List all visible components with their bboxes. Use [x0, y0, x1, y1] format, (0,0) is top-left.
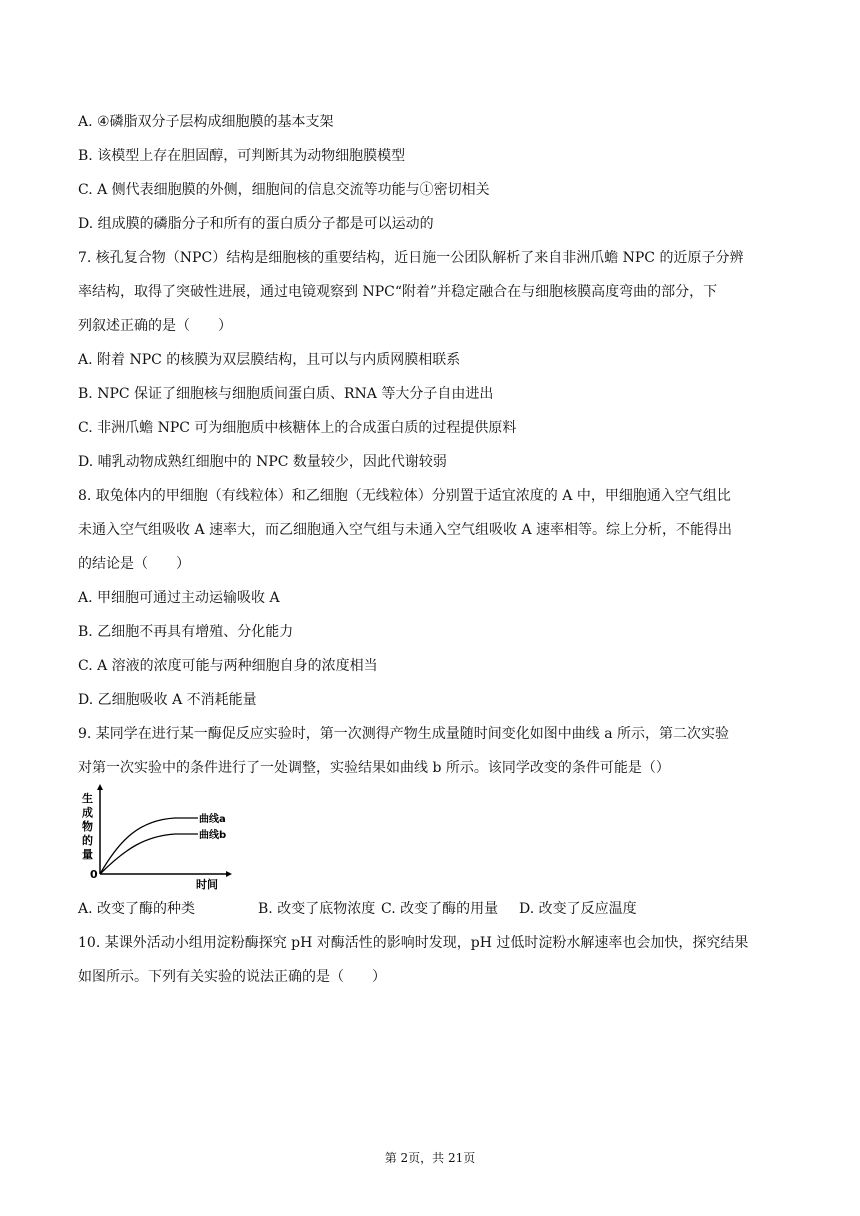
q9-option-a: A. 改变了酶的种类: [78, 901, 196, 917]
q7-option-a: A. 附着 NPC 的核膜为双层膜结构，且可以与内质网膜相联系: [78, 352, 461, 368]
q6-option-a: A. ④磷脂双分子层构成细胞膜的基本支架: [78, 114, 334, 130]
q8-stem-line-1: 8. 取兔体内的甲细胞（有线粒体）和乙细胞（无线粒体）分别置于适宜浓度的 A 中，甲细胞通入空气组比: [78, 488, 731, 504]
graph-x-arrow: [226, 871, 232, 877]
curve-b: [100, 834, 198, 874]
q9-stem-line-2: 对第一次实验中的条件进行了一处调整，实验结果如曲线 b 所示。该同学改变的条件可能是（）: [78, 760, 670, 776]
graph-ylabel-char: 量: [82, 848, 93, 861]
graph-ylabel-char: 的: [82, 834, 93, 847]
graph-xlabel: 时间: [196, 878, 218, 891]
graph-ylabel-char: 生: [82, 792, 93, 805]
q6-option-b: B. 该模型上存在胆固醇，可判断其为动物细胞膜模型: [78, 148, 406, 164]
curve-b-label: 曲线b: [199, 830, 227, 841]
q9-options: [78, 899, 637, 919]
page-footer: 第 2页，共 21页: [384, 1151, 476, 1165]
graph-ylabel-char: 成: [82, 806, 93, 819]
q7-stem-line-1: 7. 核孔复合物（NPC）结构是细胞核的重要结构，近日施一公团队解析了来自非洲爪蟾 NPC 的近原子分辨: [78, 250, 744, 266]
q8-stem-line-3: 的结论是（ ）: [78, 556, 190, 572]
q9-option-c: C. 改变了酶的用量: [381, 901, 499, 917]
q7-stem-line-3: 列叙述正确的是（ ）: [78, 318, 232, 334]
graph-y-arrow: [97, 784, 103, 790]
q7-option-d: D. 哺乳动物成熟红细胞中的 NPC 数量较少，因此代谢较弱: [78, 454, 447, 470]
curve-a: [100, 818, 198, 874]
q8-stem-line-2: 未通入空气组吸收 A 速率大，而乙细胞通入空气组与未通入空气组吸收 A 速率相等。综上分析，不能得出: [78, 522, 733, 538]
q10-stem-line-2: 如图所示。下列有关实验的说法正确的是（ ）: [78, 969, 386, 985]
q9-graph: [80, 784, 240, 892]
graph-origin: 0: [90, 868, 98, 881]
q8-option-d: D. 乙细胞吸收 A 不消耗能量: [78, 692, 257, 708]
q9-stem-line-1: 9. 某同学在进行某一酶促反应实验时，第一次测得产物生成量随时间变化如图中曲线 a 所示，第二次实验: [78, 726, 730, 742]
q8-option-a: A. 甲细胞可通过主动运输吸收 A: [78, 590, 280, 606]
q10-stem-line-1: 10. 某课外活动小组用淀粉酶探究 pH 对酶活性的影响时发现，pH 过低时淀粉水解速率也会加快，探究结果: [78, 935, 749, 951]
q9-option-d: D. 改变了反应温度: [519, 901, 637, 917]
graph-ylabel-char: 物: [82, 820, 93, 833]
q8-option-c: C. A 溶液的浓度可能与两种细胞自身的浓度相当: [78, 658, 378, 674]
q9-option-b: B. 改变了底物浓度: [258, 901, 376, 917]
q8-option-b: B. 乙细胞不再具有增殖、分化能力: [78, 624, 294, 640]
q7-option-b: B. NPC 保证了细胞核与细胞质间蛋白质、RNA 等大分子自由进出: [78, 386, 494, 402]
curve-a-label: 曲线a: [199, 814, 226, 825]
q7-stem-line-2: 率结构，取得了突破性进展，通过电镜观察到 NPC“附着”并稳定融合在与细胞核膜高度弯曲的部分，下: [78, 284, 718, 300]
q6-option-c: C. A 侧代表细胞膜的外侧，细胞间的信息交流等功能与①密切相关: [78, 182, 490, 198]
q7-option-c: C. 非洲爪蟾 NPC 可为细胞质中核糖体上的合成蛋白质的过程提供原料: [78, 420, 517, 436]
q6-option-d: D. 组成膜的磷脂分子和所有的蛋白质分子都是可以运动的: [78, 216, 434, 232]
